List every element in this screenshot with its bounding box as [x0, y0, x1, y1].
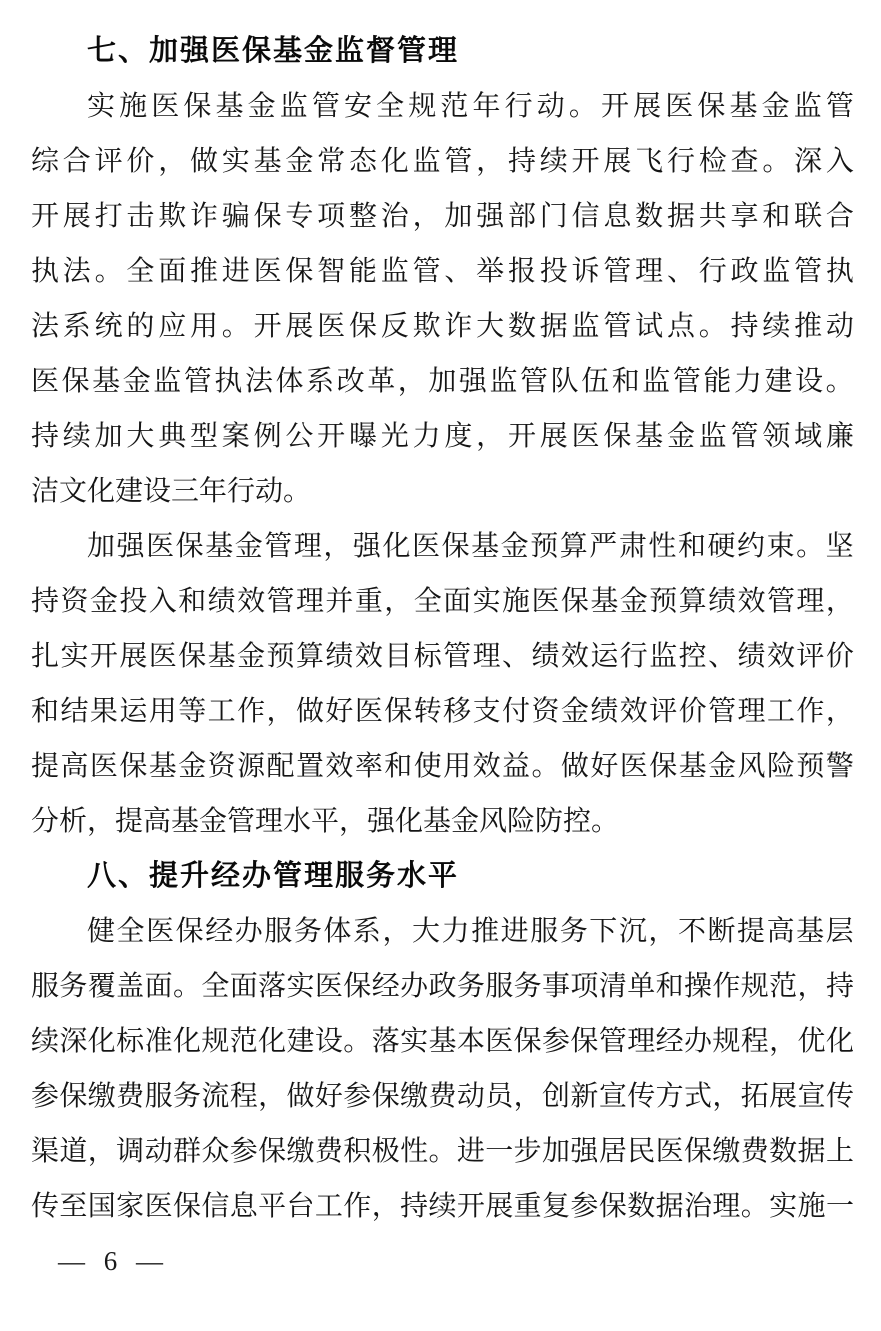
text-line: 持 资 金 投 入 和 绩 效 管 理 并 重 ， 全 面 实 施 医 保 基 金 预 算 绩 效 管 理 ， — [31, 586, 854, 617]
text-line: 服 务 覆 盖 面 。 全 面 落 实 医 保 经 办 政 务 服 务 事 项 清 单 和 操 作 规 范 ， 持 — [31, 971, 854, 1002]
page-footer — [58, 1234, 854, 1289]
text-line: 传 至 国 家 医 保 信 息 平 台 工 作 ， 持 续 开 展 重 复 参 保 数 据 治 理 。 实 施 一 — [31, 1191, 854, 1222]
paragraph-fund-management — [31, 519, 854, 849]
text-line: 医 保 基 金 监 管 执 法 体 系 改 革 ， 加 强 监 管 队 伍 和 监 管 能 力 建 设 。 — [31, 366, 854, 397]
text-line: 健 全 医 保 经 办 服 务 体 系 ， 大 力 推 进 服 务 下 沉 ， 不 断 提 高 基 层 — [87, 916, 854, 947]
paragraph-service-management — [31, 904, 854, 1234]
text-line: 开 展 打 击 欺 诈 骗 保 专 项 整 治 ， 加 强 部 门 信 息 数 据 共 享 和 联 合 — [31, 201, 854, 232]
section-heading-7: 七、加强医保基金监督管理 — [87, 35, 460, 67]
text-line: 提 高 医 保 基 金 资 源 配 置 效 率 和 使 用 效 益 。 做 好 医 保 基 金 风 险 预 警 — [31, 751, 854, 782]
text-line: 综 合 评 价 ， 做 实 基 金 常 态 化 监 管 ， 持 续 开 展 飞 行 检 查 。 深 入 — [31, 146, 854, 177]
text-line: 持 续 加 大 典 型 案 例 公 开 曝 光 力 度 ， 开 展 医 保 基 金 监 管 领 域 廉 — [31, 421, 854, 452]
text-line: 渠 道 ， 调 动 群 众 参 保 缴 费 积 极 性 。 进 一 步 加 强 居 民 医 保 缴 费 数 据 上 — [31, 1136, 854, 1167]
section-heading-8: 八、提升经办管理服务水平 — [87, 860, 460, 892]
text-line: 执 法 。 全 面 推 进 医 保 智 能 监 管 、 举 报 投 诉 管 理 、 行 政 监 管 执 — [31, 256, 854, 287]
text-line: 法 系 统 的 应 用 。 开 展 医 保 反 欺 诈 大 数 据 监 管 试 点 。 持 续 推 动 — [31, 311, 854, 342]
text-line: 加 强 医 保 基 金 管 理 ， 强 化 医 保 基 金 预 算 严 肃 性 和 硬 约 束 。 坚 — [87, 531, 854, 562]
text-line: 续 深 化 标 准 化 规 范 化 建 设 。 落 实 基 本 医 保 参 保 管 理 经 办 规 程 ， 优 化 — [31, 1026, 854, 1057]
text-line: 和 结 果 运 用 等 工 作 ， 做 好 医 保 转 移 支 付 资 金 绩 效 评 价 管 理 工 作 ， — [31, 696, 854, 727]
text-line: 参 保 缴 费 服 务 流 程 ， 做 好 参 保 缴 费 动 员 ， 创 新 宣 传 方 式 ， 拓 展 宣 传 — [31, 1081, 854, 1112]
text-line: 洁文化建设三年行动。 — [31, 476, 312, 507]
text-line: 分析，提高基金管理水平，强化基金风险防控。 — [31, 806, 620, 837]
page-number: — 6 — — [58, 1246, 164, 1276]
text-line: 扎 实 开 展 医 保 基 金 预 算 绩 效 目 标 管 理 、 绩 效 运 行 监 控 、 绩 效 评 价 — [31, 641, 854, 672]
text-line: 实 施 医 保 基 金 监 管 安 全 规 范 年 行 动 。 开 展 医 保 基 金 监 管 — [87, 91, 854, 122]
paragraph-fund-supervision — [31, 79, 854, 519]
